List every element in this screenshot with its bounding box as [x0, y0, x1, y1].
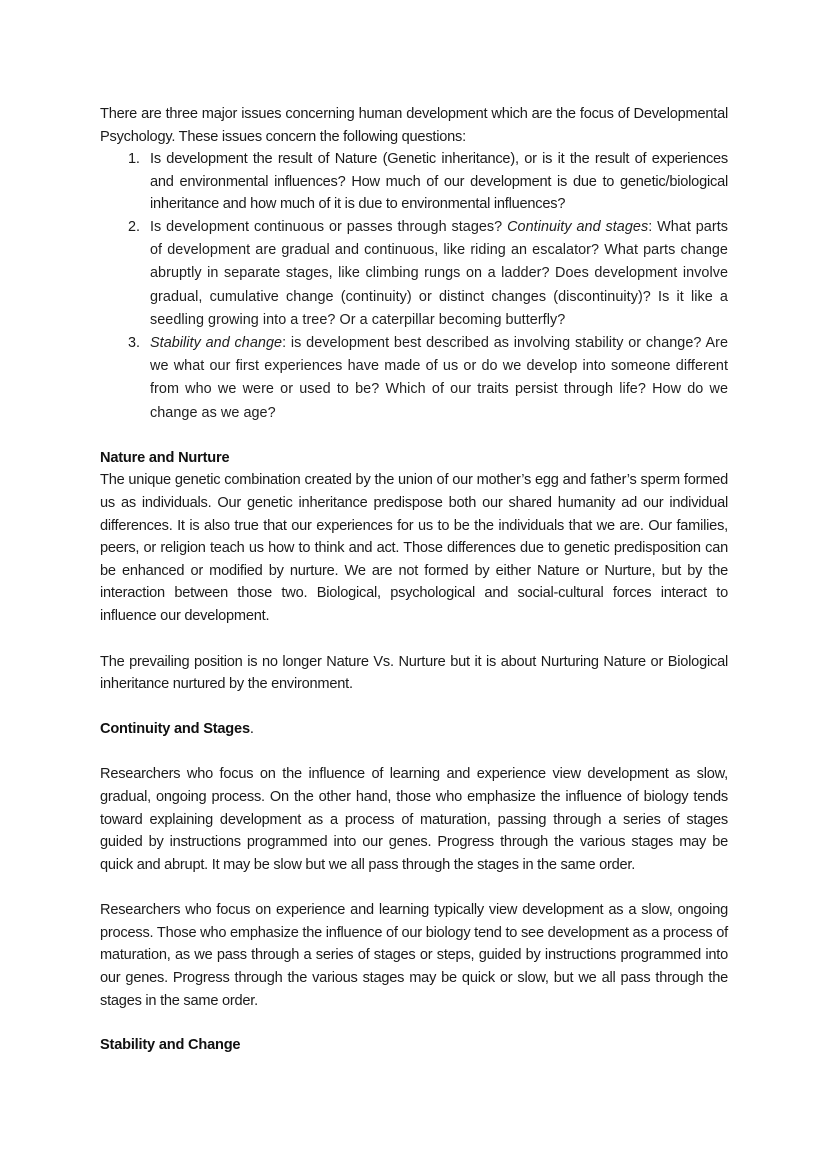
list-item-italic-lead: Stability and change: [150, 334, 283, 351]
list-item-number: 3.: [128, 334, 141, 351]
list-item-italic-lead: Continuity and stages: [507, 218, 649, 235]
section-heading: [100, 718, 728, 741]
section-paragraph: Researchers who focus on experience and learning typically view development as a slow, ongoing process. Those who emphasize the influence of our biology tend to see development as a process of maturation, as we pass through a series of stages or steps, guided by instructions programmed into our genes. Progress through the various stages may be quick or slow, but we all pass through the stages in the same order.: [100, 902, 728, 1009]
list-item-body: : What parts of development are gradual and continuous, like riding an escalator? What parts change abruptly in separate stages, like climbing rungs on a ladder? Does development involve gradual, cumulative change (continuity) or distinct changes (discontinuity)? Is it like a seedling growing into a tree? Or a caterpillar becoming butterfly?: [150, 218, 728, 328]
list-item-body: : is development best described as involving stability or change? Are we what our first experiences have made of us or do we develop into someone different from who we were or used to be? Which of our traits persist through life? How do we change as we age?: [150, 334, 728, 421]
spacer: [100, 1012, 728, 1034]
spacer: [100, 628, 728, 651]
document-content: [100, 103, 728, 1057]
list-item-text: [150, 216, 728, 332]
intro-paragraph: There are three major issues concerning human development which are the focus of Developmental Psychology. These issues concern the following questions:: [100, 106, 728, 145]
spacer: [100, 425, 728, 447]
list-item-prefix: Is development continuous or passes through stages?: [150, 218, 508, 235]
section-heading: [100, 1034, 728, 1057]
section-heading-trail: .: [249, 720, 254, 737]
spacer: [100, 740, 728, 763]
section-heading-text: Nature and Nurture: [100, 449, 230, 466]
list-item: [100, 148, 728, 216]
section-paragraph: The prevailing position is no longer Nature Vs. Nurture but it is about Nurturing Nature or Biological inheritance nurtured by the environment.: [100, 653, 728, 693]
list-item-text: [150, 332, 728, 425]
list-item: [100, 216, 728, 332]
list-item: [100, 332, 728, 425]
section-paragraph: The unique genetic combination created by the union of our mother’s egg and father’s sperm formed us as individuals. Our genetic inheritance predispose both our shared humanity ad our individual differences. It is also true that our experiences for us to be the individuals that we are. Our families, peers, or religion teach us how to think and act. Those differences due to genetic predisposition can be enhanced or modified by nurture. We are not formed by either Nature or Nurture, but by the interaction between those two. Biological, psychological and social-cultural forces interact to influence our development.: [100, 472, 728, 624]
issues-list: [100, 148, 728, 425]
list-item-number: 2.: [128, 218, 141, 235]
section-heading-text: Stability and Change: [100, 1037, 241, 1054]
section-paragraph: Researchers who focus on the influence of learning and experience view development as slow, gradual, ongoing process. On the other hand, those who emphasize the influence of biology tends toward explaining development as a process of maturation, passing through a series of stages guided by instructions programmed into our genes. Progress through the various stages may be quick and abrupt. It may be slow but we all pass through the stages in the same order.: [100, 766, 728, 873]
spacer: [100, 696, 728, 718]
list-item-number: 1.: [128, 151, 140, 168]
section-heading: [100, 447, 728, 470]
section-heading-text: Continuity and Stages: [100, 720, 250, 737]
list-item-text: Is development the result of Nature (Genetic inheritance), or is it the result of experiences and environmental influences? How much of our development is due to genetic/biological inheritance and how much of it is due to environmental influences?: [150, 151, 728, 213]
spacer: [100, 876, 728, 899]
